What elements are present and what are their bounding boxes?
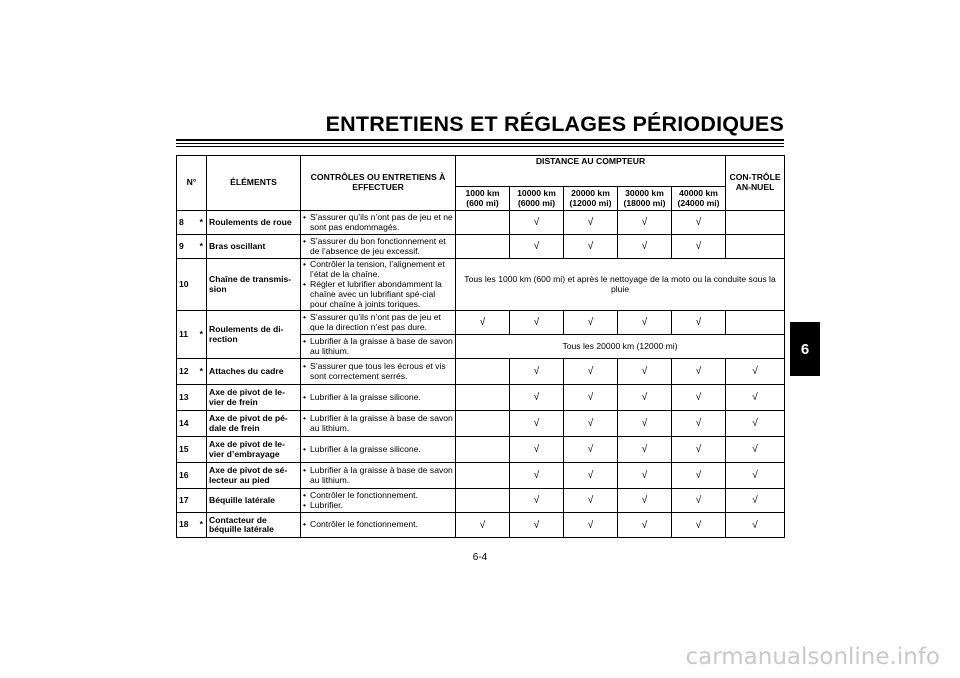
row-tasks [301,211,456,235]
row-tasks [301,311,456,335]
row-number: 16 [177,463,197,489]
distance-mi: (12000 mi) [569,197,612,208]
chapter-tab: 6 [790,322,820,376]
empty-cell [456,359,510,385]
task-list [303,520,453,530]
check-mark: √ [618,513,672,538]
row-number: 13 [177,385,197,411]
distance-mi: (6000 mi) [517,197,556,208]
task-item: • Lubrifier à la graisse silicone. [303,393,453,403]
check-mark: √ [726,437,785,463]
row-item: Axe de pivot de le-vier de frein [207,385,301,411]
empty-cell [456,437,510,463]
row-star: * [197,235,207,259]
check-mark: √ [672,513,726,538]
check-mark: √ [510,411,564,437]
row-number: 10 [177,259,197,311]
task-item: • Lubrifier à la graisse à base de savon au lithium. [303,337,453,357]
row-tasks [301,489,456,513]
check-mark: √ [564,463,618,489]
check-mark: √ [726,489,785,513]
check-mark: √ [726,359,785,385]
task-item: • Contrôler le fonctionnement. [303,491,453,501]
distance-km: 40000 km [679,187,718,198]
interval-note: Tous les 1000 km (600 mi) et après le nettoyage de la moto ou la conduite sous la pluie [456,259,785,311]
empty-cell [456,411,510,437]
check-mark: √ [618,489,672,513]
check-mark: √ [726,463,785,489]
row-star: * [197,359,207,385]
row-tasks [301,385,456,411]
task-item: • S’assurer du bon fonctionnement et de l’absence de jeu excessif. [303,237,453,257]
row-item: Axe de pivot de sé-lecteur au pied [207,463,301,489]
row-number: 9 [177,235,197,259]
row-tasks [301,463,456,489]
check-mark: √ [672,463,726,489]
empty-cell [726,311,785,335]
check-mark: √ [564,489,618,513]
row-number: 11 [177,311,197,359]
row-item: Axe de pivot de le-vier d’embrayage [207,437,301,463]
row-star [197,489,207,513]
check-mark: √ [510,513,564,538]
watermark: carmanualsonline.info [685,644,940,670]
task-list [303,393,453,403]
check-mark: √ [456,513,510,538]
check-mark: √ [672,489,726,513]
check-mark: √ [672,411,726,437]
check-mark: √ [726,513,785,538]
task-item: • Contrôler la tension, l’alignement et l’état de la chaîne. [303,260,453,280]
check-mark: √ [564,211,618,235]
check-mark: √ [672,311,726,335]
task-list [303,260,453,309]
task-item: • Lubrifier à la graisse à base de savon au lithium. [303,414,453,434]
task-list [303,237,453,257]
row-star [197,259,207,311]
task-item: • Lubrifier à la graisse à base de savon au lithium. [303,466,453,486]
check-mark: √ [564,359,618,385]
check-mark: √ [510,489,564,513]
check-mark: √ [510,311,564,335]
row-star [197,411,207,437]
check-mark: √ [564,235,618,259]
row-star [197,385,207,411]
check-mark: √ [672,437,726,463]
task-list [303,313,453,333]
table-row [177,359,785,385]
task-item: • S’assurer qu’ils n’ont pas de jeu et que la direction n’est pas dure. [303,313,453,333]
task-list [303,445,453,455]
title-rule-thin [176,143,784,144]
empty-cell [726,211,785,235]
header-annual: CON-TRÔLE AN-NUEL [726,156,785,211]
row-item: Chaîne de transmis-sion [207,259,301,311]
page-title: ENTRETIENS ET RÉGLAGES PÉRIODIQUES [325,112,784,136]
distance-km: 1000 km [465,187,500,198]
task-item: • S’assurer qu’ils n’ont pas de jeu et ne sont pas endommagés. [303,213,453,233]
empty-cell [726,235,785,259]
header-distance-2 [510,187,564,211]
check-mark: √ [564,411,618,437]
check-mark: √ [672,211,726,235]
header-distance: DISTANCE AU COMPTEUR [456,156,726,187]
empty-cell [456,385,510,411]
task-list [303,414,453,434]
row-item: Contacteur de béquille latérale [207,513,301,538]
table-row [177,259,785,311]
row-number: 8 [177,211,197,235]
check-mark: √ [618,385,672,411]
interval-note: Tous les 20000 km (12000 mi) [456,335,785,359]
check-mark: √ [618,311,672,335]
task-list [303,337,453,357]
check-mark: √ [510,235,564,259]
row-tasks [301,235,456,259]
table-row [177,211,785,235]
row-item: Roulements de roue [207,211,301,235]
check-mark: √ [672,385,726,411]
task-item: • Contrôler le fonctionnement. [303,520,453,530]
row-number: 18 [177,513,197,538]
check-mark: √ [564,385,618,411]
header-elements: ÉLÉMENTS [207,156,301,211]
task-item: • S’assurer que tous les écrous et vis sont correctement serrés. [303,362,453,382]
table-row [177,437,785,463]
distance-km: 10000 km [517,187,556,198]
row-star: * [197,513,207,538]
row-item: Axe de pivot de pé-dale de frein [207,411,301,437]
title-rule-thick [176,139,784,141]
task-item: • Régler et lubrifier abondamment la chaîne avec un lubrifiant spé-cial pour chaîne à joints toriques. [303,280,453,310]
task-item: • Lubrifier à la graisse silicone. [303,445,453,455]
empty-cell [456,211,510,235]
check-mark: √ [618,463,672,489]
header-distance-5 [672,187,726,211]
check-mark: √ [618,235,672,259]
check-mark: √ [672,235,726,259]
check-mark: √ [564,311,618,335]
row-number: 12 [177,359,197,385]
row-star [197,437,207,463]
check-mark: √ [618,437,672,463]
table-row [177,311,785,335]
table-row [177,513,785,538]
check-mark: √ [564,513,618,538]
distance-km: 30000 km [625,187,664,198]
row-tasks [301,335,456,359]
distance-mi: (24000 mi) [677,197,720,208]
check-mark: √ [618,411,672,437]
table-row [177,489,785,513]
distance-mi: (600 mi) [466,197,499,208]
page-number: 6-4 [472,552,488,563]
header-distance-3 [564,187,618,211]
title-rule-thin [176,146,784,147]
task-list [303,466,453,486]
table-row [177,463,785,489]
table-row [177,235,785,259]
row-star [197,463,207,489]
header-num: N° [177,156,207,211]
empty-cell [456,235,510,259]
row-item: Bras oscillant [207,235,301,259]
check-mark: √ [726,411,785,437]
row-star: * [197,211,207,235]
check-mark: √ [510,437,564,463]
check-mark: √ [510,359,564,385]
table-row [177,411,785,437]
check-mark: √ [618,359,672,385]
task-list [303,213,453,233]
row-number: 14 [177,411,197,437]
row-tasks [301,513,456,538]
empty-cell [456,489,510,513]
row-number: 15 [177,437,197,463]
row-tasks [301,411,456,437]
check-mark: √ [564,437,618,463]
row-tasks [301,259,456,311]
row-item: Roulements de di-rection [207,311,301,359]
check-mark: √ [726,385,785,411]
check-mark: √ [456,311,510,335]
row-item: Béquille latérale [207,489,301,513]
empty-cell [456,463,510,489]
header-distance-4 [618,187,672,211]
row-tasks [301,437,456,463]
task-item: • Lubrifier. [303,501,453,511]
row-item: Attaches du cadre [207,359,301,385]
distance-km: 20000 km [571,187,610,198]
table-row [177,385,785,411]
distance-mi: (18000 mi) [623,197,666,208]
maintenance-table [176,155,785,538]
check-mark: √ [510,211,564,235]
header-controls: CONTRÔLES OU ENTRETIENS À EFFECTUER [301,156,456,211]
check-mark: √ [672,359,726,385]
row-tasks [301,359,456,385]
task-list [303,491,453,511]
task-list [303,362,453,382]
row-star: * [197,311,207,359]
check-mark: √ [618,211,672,235]
check-mark: √ [510,463,564,489]
check-mark: √ [510,385,564,411]
row-number: 17 [177,489,197,513]
header-distance-1 [456,187,510,211]
